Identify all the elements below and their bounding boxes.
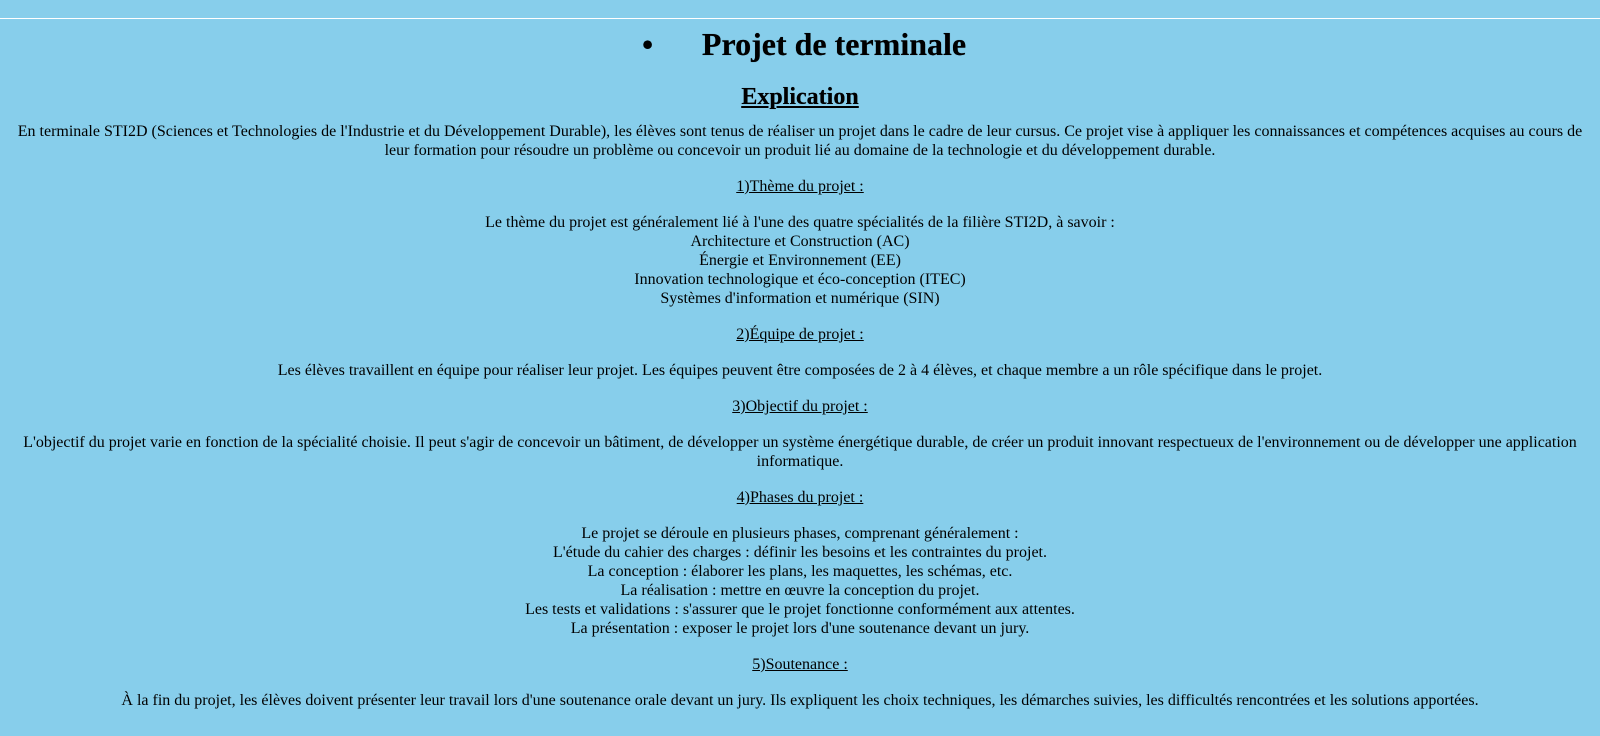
theme-line: Architecture et Construction (AC) xyxy=(690,233,910,250)
theme-body xyxy=(14,213,1586,308)
theme-line: Systèmes d'information et numérique (SIN) xyxy=(660,290,940,307)
phases-body xyxy=(14,524,1586,638)
theme-line: Le thème du projet est généralement lié à l'une des quatre spécialités de la filière STI2D, à savoir : xyxy=(485,214,1115,231)
objectif-heading: 3)Objectif du projet : xyxy=(732,398,868,415)
page-title xyxy=(14,18,1586,70)
phases-heading: 4)Phases du projet : xyxy=(736,489,864,506)
theme-line: Innovation technologique et éco-conception (ITEC) xyxy=(634,271,966,288)
phases-line: La présentation : exposer le projet lors d'une soutenance devant un jury. xyxy=(570,620,1030,637)
phases-line: L'étude du cahier des charges : définir les besoins et les contraintes du projet. xyxy=(553,544,1047,561)
intro-paragraph: En terminale STI2D (Sciences et Technologies de l'Industrie et du Développement Durable), les élèves sont tenus de réaliser un projet dans le cadre de leur cursus. Ce projet vise à appliquer les connaissances et compétences acquises au cours de leur formation pour résoudre un problème ou concevoir un produit lié au domaine de la technologie et du développement durable. xyxy=(17,123,1583,159)
phases-line: La réalisation : mettre en œuvre la conception du projet. xyxy=(620,582,980,599)
phases-line: La conception : élaborer les plans, les maquettes, les schémas, etc. xyxy=(587,563,1013,580)
phases-line: Le projet se déroule en plusieurs phases, comprenant généralement : xyxy=(581,525,1019,542)
soutenance-paragraph: À la fin du projet, les élèves doivent présenter leur travail lors d'une soutenance orale devant un jury. Ils expliquent les choix techniques, les démarches suivies, les difficultés rencontrées et les solutions apportées. xyxy=(121,692,1479,709)
title-bullet: • xyxy=(642,26,654,62)
phases-line: Les tests et validations : s'assurer que le projet fonctionne conformément aux attentes. xyxy=(525,601,1075,618)
objectif-paragraph: L'objectif du projet varie en fonction de la spécialité choisie. Il peut s'agir de concevoir un bâtiment, de développer un système énergétique durable, de créer un produit innovant respectueux de l'environnement ou de développer une application informatique. xyxy=(23,434,1577,470)
soutenance-heading: 5)Soutenance : xyxy=(752,656,848,673)
section-subtitle: Explication xyxy=(741,84,859,110)
theme-heading: 1)Thème du projet : xyxy=(736,178,864,195)
equipe-paragraph: Les élèves travaillent en équipe pour réaliser leur projet. Les équipes peuvent être composées de 2 à 4 élèves, et chaque membre a un rôle spécifique dans le projet. xyxy=(277,362,1323,379)
page-title-text: Projet de terminale xyxy=(701,26,967,62)
document-page xyxy=(0,18,1600,736)
theme-line: Énergie et Environnement (EE) xyxy=(699,252,901,269)
equipe-heading: 2)Équipe de projet : xyxy=(736,326,864,343)
